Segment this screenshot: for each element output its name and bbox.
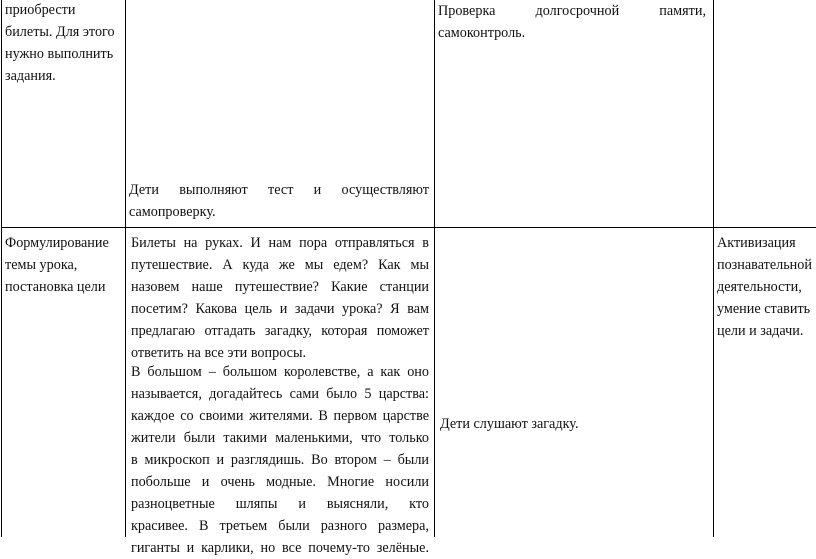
riddle-line: называется, догадайтесь сами было 5 царства:	[131, 386, 429, 402]
table-column-divider-3	[713, 0, 714, 537]
row2-col4-line: умение ставить	[717, 301, 811, 317]
riddle-line: разноцветные шляпы и выясняли, кто	[131, 496, 429, 512]
riddle-line: В большом – большом королевстве, а как оно	[131, 364, 429, 380]
row2-col4-line: Активизация	[717, 235, 796, 251]
row1-col3-line: Проверка долгосрочной памяти,	[438, 3, 706, 19]
intro-line: путешествие. А куда же мы едем? Как мы	[131, 257, 429, 273]
row2-col1-line: Формулирование	[5, 235, 109, 251]
row1-col2-cell	[129, 179, 429, 223]
riddle-line: побольше и очень модные. Многие носили	[131, 474, 429, 490]
row1-col1-line: нужно выполнить	[5, 46, 114, 62]
row1-col1-line: приобрести	[5, 2, 76, 18]
riddle-line: гиганты и карлики, но все почему-то зелёные.	[131, 540, 429, 556]
table-border-left	[1, 0, 2, 537]
intro-line: предлагаю отгадать загадку, которая поможет	[131, 323, 429, 339]
row2-riddle-paragraph	[131, 361, 429, 559]
riddle-line: в микроскоп и разглядишь. Во втором – были	[131, 452, 429, 468]
row2-col1-cell	[5, 232, 123, 298]
row2-col4-line: цели и задачи.	[717, 323, 804, 339]
row2-col3-cell	[440, 413, 708, 435]
intro-line: назовем наше путешествие? Какие станции	[131, 279, 429, 295]
riddle-line: жители были такими маленькими, что только	[131, 430, 429, 446]
row1-col1-line: задания.	[5, 68, 56, 84]
row1-col1-cell	[5, 0, 123, 87]
row2-intro-paragraph	[131, 232, 429, 364]
row1-col3-cell	[438, 0, 706, 44]
row2-col4-line: познавательной	[717, 257, 812, 273]
row2-col4-line: деятельности,	[717, 279, 802, 295]
table-column-divider-1	[125, 0, 126, 537]
row2-col1-line: постановка цели	[5, 279, 106, 295]
table-row-divider	[1, 227, 816, 228]
row1-col2-line: Дети выполняют тест и осуществляют	[129, 182, 429, 198]
intro-line: ответить на все эти вопросы.	[131, 345, 307, 361]
row2-col3-text: Дети слушают загадку.	[440, 416, 579, 432]
row1-col2-line: самопроверку.	[129, 204, 216, 220]
intro-line: Билеты на руках. И нам пора отправляться в	[131, 235, 429, 251]
riddle-line: красивее. В третьем были разного размера,	[131, 518, 429, 534]
row2-col4-cell	[717, 232, 816, 342]
row1-col3-line: самоконтроль.	[438, 25, 526, 41]
intro-line: посетим? Какова цель и задачи урока? Я вам	[131, 301, 429, 317]
table-column-divider-2	[434, 0, 435, 537]
riddle-line: каждое со своими жителями. В первом царстве	[131, 408, 429, 424]
row1-col1-line: билеты. Для этого	[5, 24, 115, 40]
row2-col1-line: темы урока,	[5, 257, 78, 273]
